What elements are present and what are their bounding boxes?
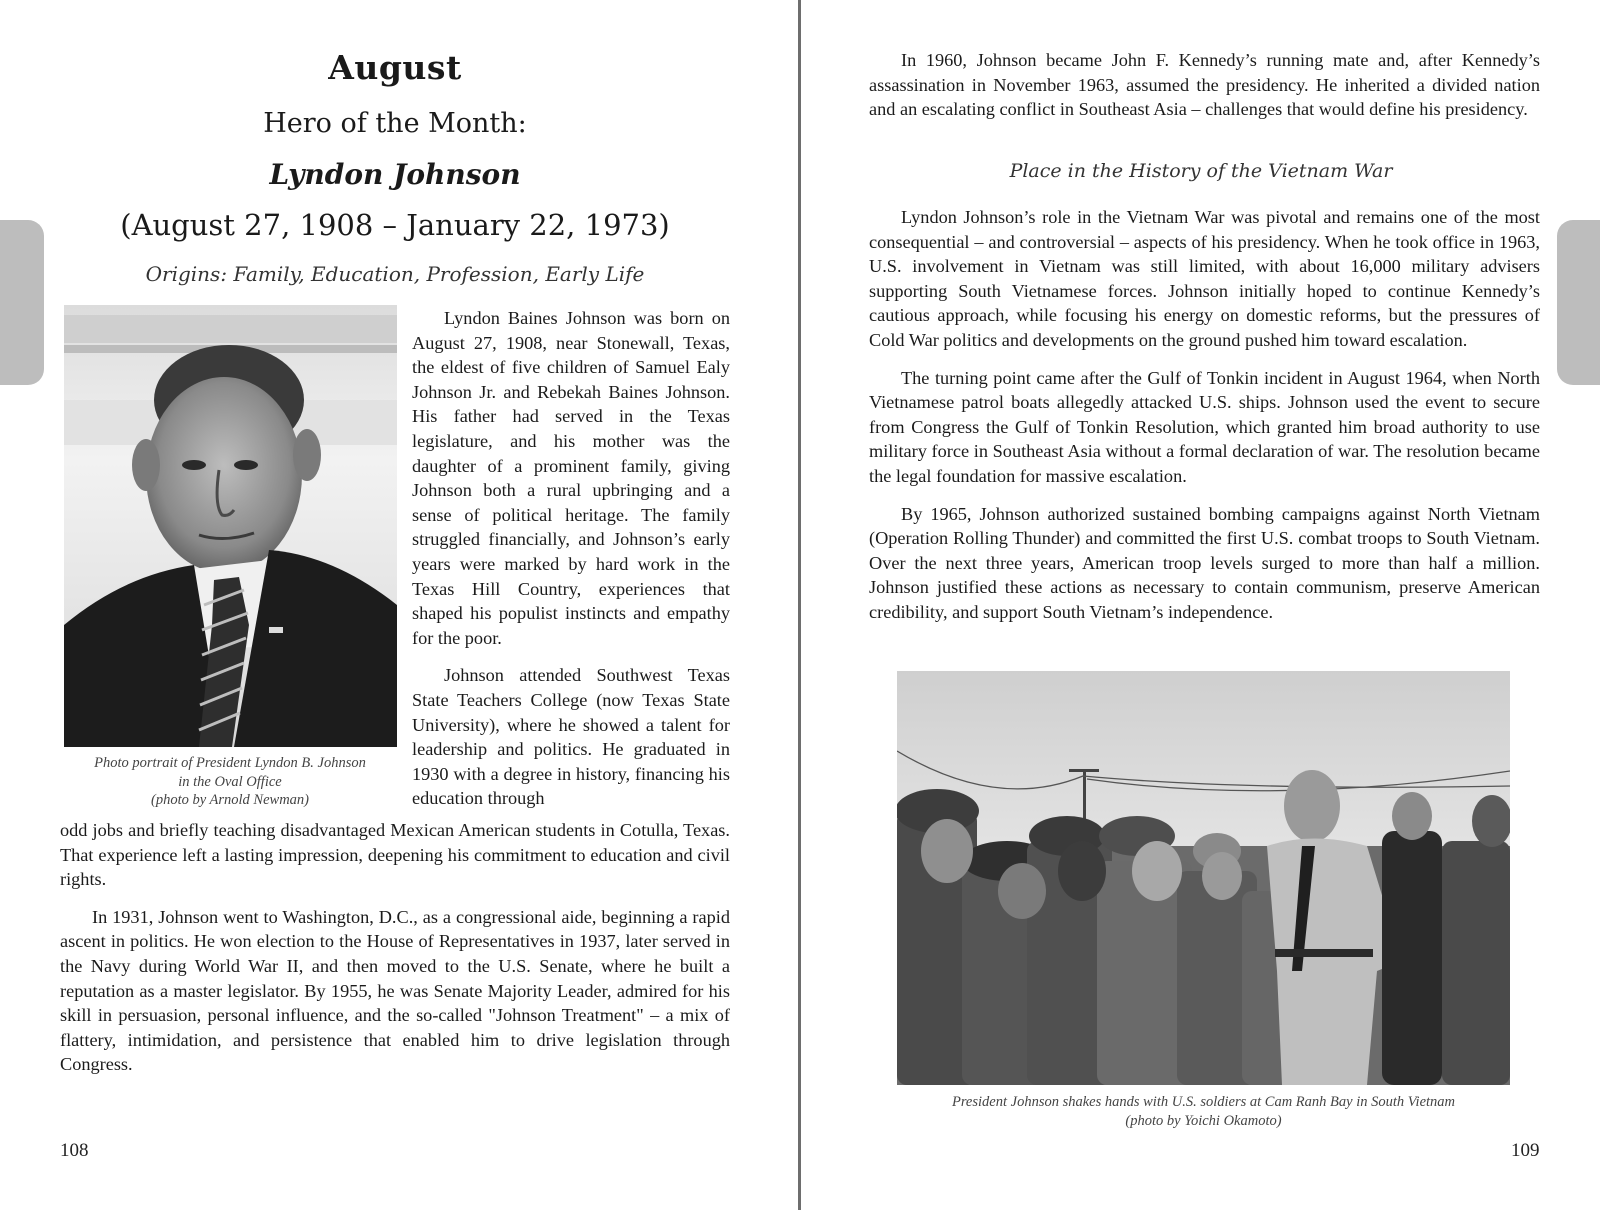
right-thumb-tab — [1557, 220, 1600, 385]
left-page — [0, 0, 798, 1210]
portrait-caption-line3: (photo by Arnold Newman) — [150, 792, 309, 808]
paragraph-escalation: By 1965, Johnson authorized sustained bombing campaigns against North Vietnam (Operation Rolling Thunder) and committed the first U.S. combat troops to South Vietnam. Over the next three years, American troop levels surged to more than half a million. Johnson justified these actions as necessary to contain communism, preserve American credibility, and support South Vietnam’s independence. — [869, 503, 1540, 622]
cam-ranh-bay-photo-icon — [897, 671, 1510, 1085]
presidency-text — [869, 48, 1540, 122]
month-title: August — [328, 48, 462, 87]
page-number-right: 109 — [1511, 1140, 1540, 1161]
vietnam-caption-line1: President Johnson shakes hands with U.S. soldiers at Cam Ranh Bay in South Vietnam — [951, 1094, 1456, 1110]
portrait-caption-line1: Photo portrait of President Lyndon B. Johnson — [94, 755, 366, 771]
hero-label: Hero of the Month: — [263, 108, 527, 139]
life-dates: (August 27, 1908 – January 22, 1973) — [120, 208, 670, 242]
vietnam-text — [869, 205, 1540, 625]
paragraph-birth: Lyndon Baines Johnson was born on August 27, 1908, near Stonewall, Texas, the eldest of five children of Samuel Ealy Johnson Jr. and Rebekah Baines Johnson. His father had served in the Texas legislature, and his mother was the daughter of a prominent family, giving Johnson both a rural upbringing and a sense of political heritage. The family struggled financially, and Johnson’s early years were marked by hard work in the Texas Hill Country, experiences that shaped his populist instincts and empathy for the poor. — [412, 308, 730, 648]
paragraph-tonkin: The turning point came after the Gulf of Tonkin incident in August 1964, when North Vietnamese patrol boats allegedly attacked U.S. ships. Johnson used the event to secure from Congress the Gulf of Tonkin Resolution, which granted him broad authority to use military force in Southeast Asia without a formal declaration of war. The resolution became the legal foundation for massive escalation. — [869, 367, 1540, 486]
paragraph-presidency: In 1960, Johnson became John F. Kennedy’s running mate and, after Kennedy’s assassination in November 1963, assumed the presidency. He inherited a divided nation and an escalating conflict in Southeast Asia – challenges that would define his presidency. — [869, 50, 1540, 120]
hero-name: Lyndon Johnson — [269, 158, 521, 191]
paragraph-role: Lyndon Johnson’s role in the Vietnam War was pivotal and remains one of the most consequential – and controversial – aspects of his presidency. When he took office in 1963, U.S. involvement in Vietnam was still limited, with about 16,000 military advisers supporting South Vietnamese forces. Johnson initially hoped to continue Kennedy’s cautious approach, while focusing his energy on domestic reforms, but the pressures of Cold War politics and developments on the ground pushed him toward escalation. — [869, 207, 1540, 350]
section-heading-vietnam: Place in the History of the Vietnam War — [1009, 160, 1393, 182]
left-thumb-tab — [0, 220, 44, 385]
full-width-text — [60, 818, 730, 1077]
section-heading-origins: Origins: Family, Education, Profession, Early Life — [145, 262, 645, 286]
vietnam-photo-caption — [861, 1093, 1546, 1130]
right-page — [801, 0, 1600, 1210]
paragraph-education: Johnson attended Southwest Texas State Teachers College (now Texas State University), where he showed a talent for leadership and politics. He graduated in 1930 with a degree in history, financing his education through — [412, 665, 730, 809]
portrait-caption-line2: in the Oval Office — [178, 773, 282, 790]
portrait-photo-icon — [64, 305, 397, 747]
paragraph-education-cont: odd jobs and briefly teaching disadvantaged Mexican American students in Cotulla, Texas. That experience left a lasting impression, deepening his commitment to education and civil rights. — [60, 820, 730, 890]
portrait-caption — [60, 754, 400, 810]
vietnam-caption-line2: (photo by Yoichi Okamoto) — [1125, 1112, 1282, 1129]
intro-text-column — [412, 306, 730, 811]
page-number-left: 108 — [60, 1140, 89, 1161]
paragraph-washington: In 1931, Johnson went to Washington, D.C., as a congressional aide, beginning a rapid ascent in politics. He won election to the House of Representatives in 1937, later served in the Navy during World War II, and then moved to the U.S. Senate, where he built a reputation as a master legislator. By 1955, he was Senate Majority Leader, admired for his skill in persuasion, personal influence, and the so-called "Johnson Treatment" – a mix of flattery, intimidation, and persistence that enabled him to drive legislation through Congress. — [60, 906, 730, 1075]
